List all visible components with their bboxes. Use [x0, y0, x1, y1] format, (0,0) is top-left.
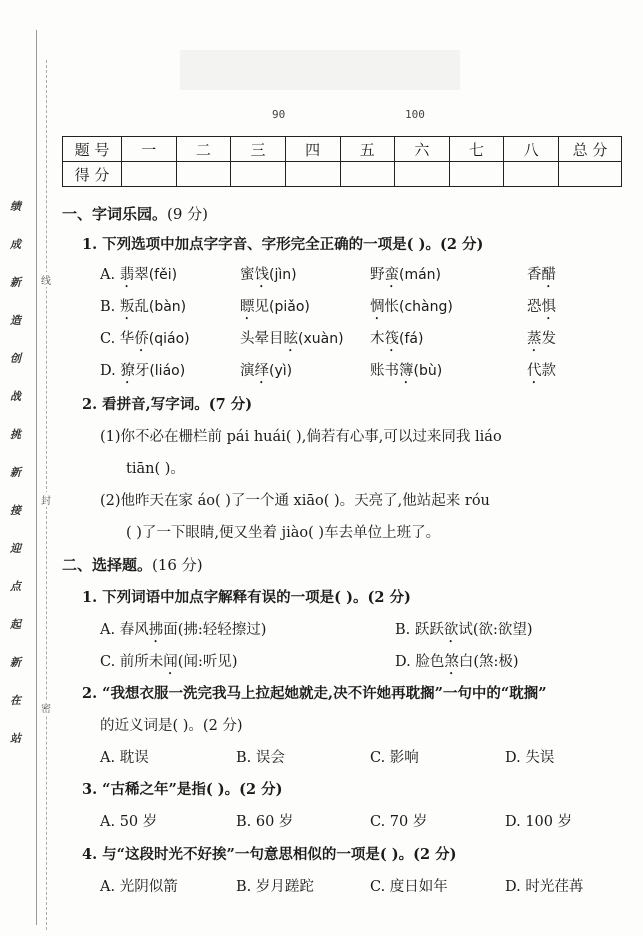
s1-q1-option-d[interactable]: D. 獠牙(liáo)	[100, 363, 186, 379]
score-field-6[interactable]	[395, 162, 450, 187]
score-field-3[interactable]	[231, 162, 286, 187]
side-motto-char: 创	[10, 352, 21, 365]
score-field-1[interactable]	[122, 162, 177, 187]
s1-q2-line2: tiān( )。	[126, 461, 185, 477]
s1-q1-option-a3: 野蛮(mán)	[370, 267, 442, 283]
cell-2: 二	[176, 137, 231, 162]
side-motto-char: 挑	[10, 428, 21, 441]
tick-100: 100	[405, 108, 425, 121]
side-motto-char: 在	[10, 694, 21, 707]
s2-q4-option-d[interactable]: D. 时光荏苒	[505, 879, 584, 895]
s1-q1-option-d4: 代款	[527, 363, 556, 379]
side-motto-char: 新	[10, 276, 21, 289]
score-field-8[interactable]	[504, 162, 559, 187]
s2-q3-option-b[interactable]: B. 60 岁	[236, 814, 294, 830]
score-field-total[interactable]	[559, 162, 622, 187]
s1-q2-line1: (1)你不必在栅栏前 pái huái( ),倘若有心事,可以过来同我 liáo	[100, 429, 502, 445]
s1-q2-line4: ( )了一下眼睛,便又坐着 jiào( )车去单位上班了。	[126, 525, 441, 541]
score-field-2[interactable]	[176, 162, 231, 187]
cell-5: 五	[340, 137, 395, 162]
binding-label-mi: 密	[41, 700, 51, 715]
s2-q4-option-a[interactable]: A. 光阴似箭	[100, 879, 178, 895]
side-motto-char: 迎	[10, 542, 21, 555]
s2-q4-option-b[interactable]: B. 岁月蹉跎	[236, 879, 314, 895]
cell-title: 题 号	[63, 137, 122, 162]
s2-q3-option-c[interactable]: C. 70 岁	[370, 814, 428, 830]
cell-total: 总 分	[559, 137, 622, 162]
s2-q2-text2: 的近义词是( )。(2 分)	[100, 718, 243, 734]
s1-q1-option-a2: 蜜饯(jìn)	[240, 267, 297, 283]
score-field-5[interactable]	[340, 162, 395, 187]
s1-q1-option-c2: 头晕目眩(xuàn)	[240, 331, 344, 347]
scan-artifact	[180, 50, 460, 90]
binding-label-xian: 线	[41, 272, 51, 287]
score-input-row	[63, 162, 622, 187]
s2-q2-option-c[interactable]: C. 影响	[370, 750, 419, 766]
s1-q1-option-b2: 瞟见(piǎo)	[240, 299, 310, 315]
side-motto-char: 成	[10, 238, 21, 251]
s2-q2-option-a[interactable]: A. 耽误	[100, 750, 149, 766]
s1-q1-option-c4: 蒸发	[527, 331, 556, 347]
cell-4: 四	[285, 137, 340, 162]
cell-1: 一	[122, 137, 177, 162]
binding-label-feng: 封	[41, 492, 51, 507]
s2-q2-option-d[interactable]: D. 失误	[505, 750, 555, 766]
cell-8: 八	[504, 137, 559, 162]
s2-q2-option-b[interactable]: B. 误会	[236, 750, 285, 766]
s2-q2-text: 2. “我想衣服一洗完我马上拉起她就走,决不许她再耽搁”一句中的“耽搁”	[82, 685, 547, 702]
s2-q1-option-b[interactable]: B. 跃跃欲试(欲:欲望)	[395, 622, 533, 638]
s1-q1-option-c[interactable]: C. 华侨(qiáo)	[100, 331, 190, 347]
s2-q1-option-a[interactable]: A. 春风拂面(拂:轻轻擦过)	[100, 622, 267, 638]
side-motto-char: 战	[10, 390, 21, 403]
s1-q1-option-a4: 香醋	[527, 267, 556, 283]
s2-q3-option-d[interactable]: D. 100 岁	[505, 814, 573, 830]
s1-q1-option-c3: 木筏(fá)	[370, 331, 424, 347]
score-field-7[interactable]	[449, 162, 504, 187]
score-field-4[interactable]	[285, 162, 340, 187]
score-header-row	[63, 137, 622, 162]
side-motto-char: 新	[10, 466, 21, 479]
s2-q4-option-c[interactable]: C. 度日如年	[370, 879, 448, 895]
cell-3: 三	[231, 137, 286, 162]
tick-90: 90	[272, 108, 286, 121]
cell-7: 七	[449, 137, 504, 162]
side-motto-char: 站	[10, 732, 21, 745]
s1-q1-option-d3: 账书簿(bù)	[370, 363, 443, 379]
cell-score-label: 得 分	[63, 162, 122, 187]
side-motto-char: 造	[10, 314, 21, 327]
section1-heading	[62, 203, 208, 224]
side-motto-char: 新	[10, 656, 21, 669]
s2-q1-text: 1. 下列词语中加点字解释有误的一项是( )。(2 分)	[82, 589, 411, 606]
side-motto-char: 接	[10, 504, 21, 517]
s1-q1-option-d2: 演绎(yì)	[240, 363, 293, 379]
s1-q1-option-b[interactable]: B. 叛乱(bàn)	[100, 299, 187, 315]
s1-q2-text: 2. 看拼音,写字词。(7 分)	[82, 396, 253, 413]
s1-q2-line3: (2)他昨天在家 áo( )了一个通 xiāo( )。天亮了,他站起来 róu	[100, 493, 490, 509]
s2-q3-text: 3. “古稀之年”是指( )。(2 分)	[82, 781, 283, 798]
s2-q1-option-c[interactable]: C. 前所未闻(闻:听见)	[100, 654, 238, 670]
s1-q1-text: 1. 下列选项中加点字字音、字形完全正确的一项是( )。(2 分)	[82, 236, 484, 253]
s2-q1-option-d[interactable]: D. 脸色煞白(煞:极)	[395, 654, 519, 670]
s2-q4-text: 4. 与“这段时光不好挨”一句意思相似的一项是( )。(2 分)	[82, 846, 457, 863]
s2-q3-option-a[interactable]: A. 50 岁	[100, 814, 158, 830]
section2-points: (16 分)	[152, 556, 203, 574]
s1-q1-option-b4: 恐惧	[527, 299, 556, 315]
section1-title: 一、字词乐园。	[62, 205, 168, 223]
side-motto-char: 绩	[10, 200, 21, 213]
cell-6: 六	[395, 137, 450, 162]
side-motto-char: 点	[10, 580, 21, 593]
section1-points: (9 分)	[167, 205, 209, 223]
side-motto-char: 起	[10, 618, 21, 631]
section2-heading	[62, 554, 203, 575]
section2-title: 二、选择题。	[62, 556, 153, 574]
s1-q1-option-b3: 惆怅(chàng)	[370, 299, 453, 315]
score-table	[62, 136, 622, 187]
s1-q1-option-a[interactable]: A. 翡翠(fěi)	[100, 267, 178, 283]
